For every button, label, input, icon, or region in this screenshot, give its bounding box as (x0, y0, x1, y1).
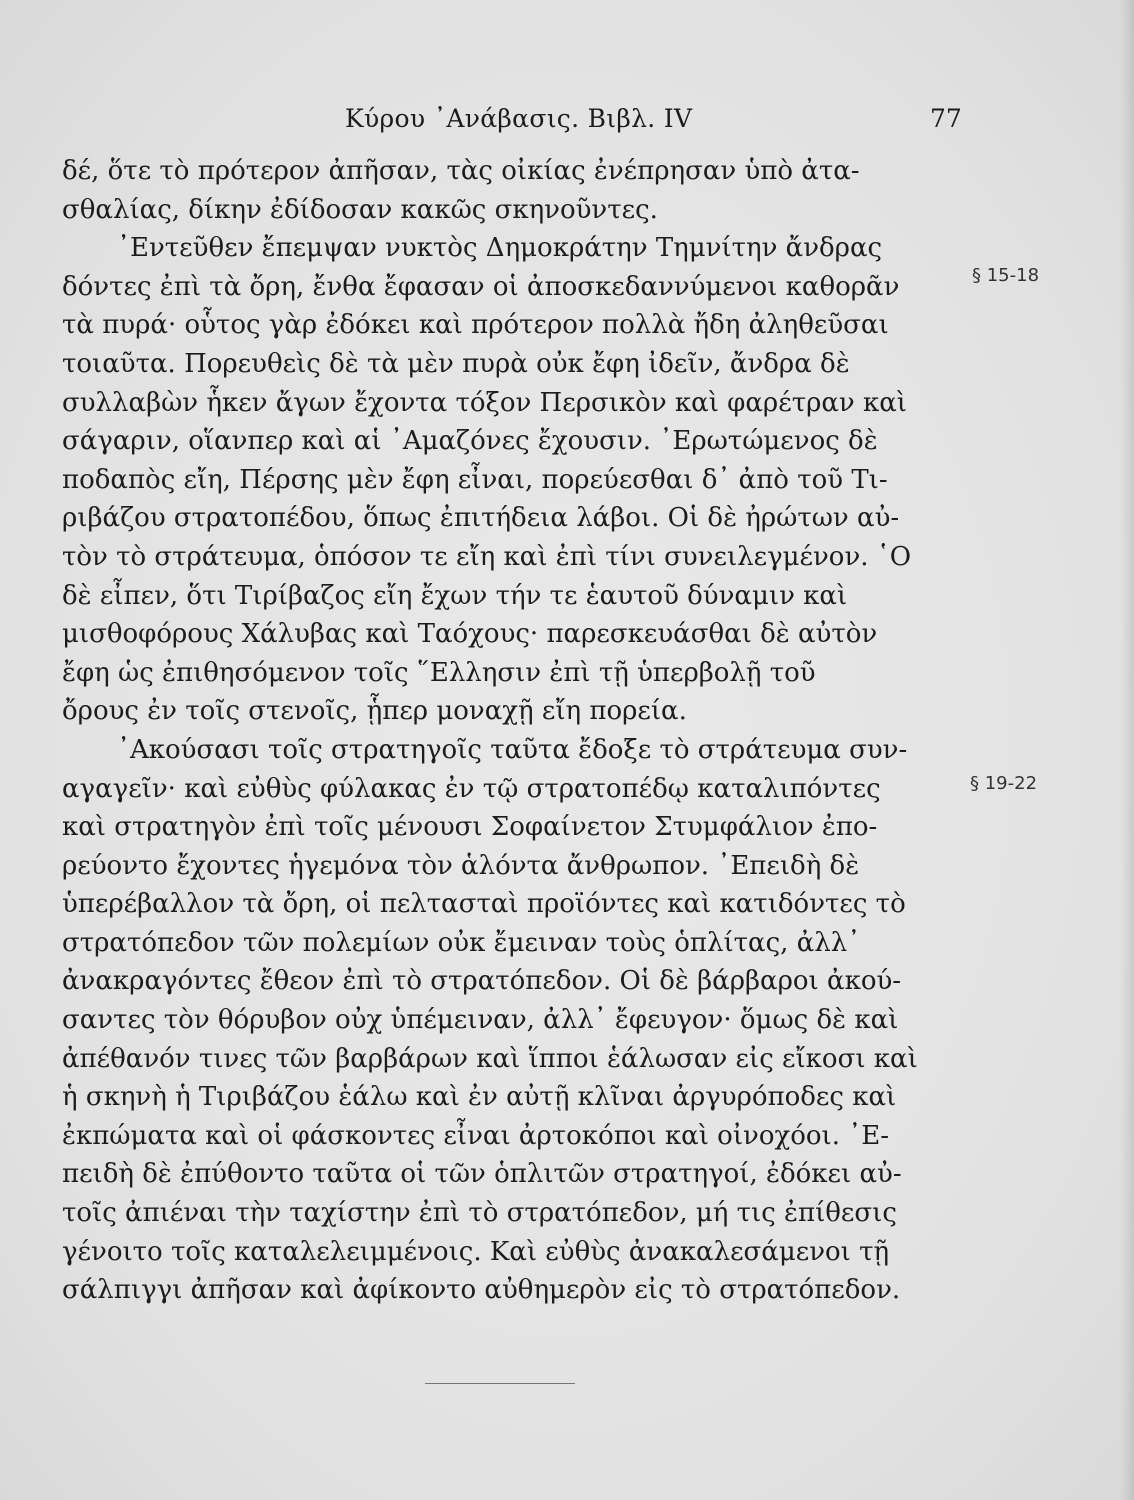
text-line: σθαλίας, δίκην ἐδίδοσαν κακῶς σκηνοῦντες. (62, 194, 658, 225)
text-line: ὑπερέβαλλον τὰ ὄρη, οἱ πελτασταὶ προϊόντες καὶ κατιδόντες τὸ (62, 889, 906, 920)
text-line: ἐκπώματα καὶ οἱ φάσκοντες εἶναι ἀρτοκόποι καὶ οἰνοχόοι. ᾿Ε- (62, 1120, 890, 1151)
text-line: δόντες ἐπὶ τὰ ὄρη, ἔνθα ἔφασαν οἱ ἀποσκεδαννύμενοι καθορᾶν (62, 271, 900, 302)
text-line: γένοιτο τοῖς καταλελειμμένοις. Καὶ εὐθὺς ἀνακαλεσάμενοι τῇ (62, 1236, 890, 1267)
text-line: δὲ εἶπεν, ὅτι Τιρίβαζος εἴη ἔχων τήν τε ἑαυτοῦ δύναμιν καὶ (62, 580, 848, 611)
margin-section-note: § 15-18 (972, 265, 1040, 286)
text-line: αγαγεῖν· καὶ εὐθὺς φύλακας ἐν τῷ στρατοπέδῳ καταλιπόντες (62, 773, 881, 804)
text-line: πειδὴ δὲ ἐπύθοντο ταῦτα οἱ τῶν ὁπλιτῶν στρατηγοί, ἐδόκει αὐ- (62, 1159, 902, 1190)
text-line: δέ, ὅτε τὸ πρότερον ἀπῆσαν, τὰς οἰκίας ἐνέπρησαν ὑπὸ ἀτα- (62, 156, 860, 186)
text-line: τοιαῦτα. Πορευθεὶς δὲ τὰ μὲν πυρὰ οὐκ ἔφη ἰδεῖν, ἄνδρα δὲ (62, 348, 850, 379)
text-line: σάγαριν, οἵανπερ καὶ αἱ ᾿Αμαζόνες ἔχουσιν. ᾿Ερωτώμενος δὲ (62, 426, 878, 457)
text-line: ὄρους ἐν τοῖς στενοῖς, ᾗπερ μοναχῇ εἴη πορεία. (62, 696, 687, 727)
text-line: σάλπιγγι ἀπῆσαν καὶ ἀφίκοντο αὐθημερὸν εἰς τὸ στρατόπεδον. (62, 1275, 901, 1306)
page-number: 77 (930, 104, 962, 133)
running-title: Κύρου ᾿Ανάβασις. Βιβλ. IV (345, 104, 693, 133)
text-line: τὰ πυρά· οὗτος γὰρ ἐδόκει καὶ πρότερον πολλὰ ἤδη ἀληθεῦσαι (62, 310, 889, 341)
paragraph-start-line: ᾿Ακούσασι τοῖς στρατηγοῖς ταῦτα ἔδοξε τὸ στράτευμα συν- (117, 734, 908, 765)
text-line: ἀνακραγόντες ἔθεον ἐπὶ τὸ στρατόπεδον. Οἱ δὲ βάρβαροι ἀκού- (62, 966, 902, 997)
body-text (62, 152, 962, 1310)
text-line: ποδαπὸς εἴη, Πέρσης μὲν ἔφη εἶναι, πορεύεσθαι δ᾿ ἀπὸ τοῦ Τι- (62, 464, 888, 495)
paragraph-start-line: ᾿Εντεῦθεν ἔπεμψαν νυκτὸς Δημοκράτην Τημνίτην ἄνδρας (117, 233, 883, 264)
text-line: ριβάζου στρατοπέδου, ὅπως ἐπιτήδεια λάβοι. Οἱ δὲ ἠρώτων αὐ- (62, 503, 900, 534)
text-line: μισθοφόρους Χάλυβας καὶ Ταόχους· παρεσκευάσθαι δὲ αὐτὸν (62, 619, 878, 650)
text-line: ἀπέθανόν τινες τῶν βαρβάρων καὶ ἵπποι ἑάλωσαν εἰς εἴκοσι καὶ (62, 1043, 918, 1074)
margin-section-note: § 19-22 (970, 773, 1038, 794)
text-line: σαντες τὸν θόρυβον οὐχ ὑπέμειναν, ἀλλ᾿ ἔφευγον· ὅμως δὲ καὶ (62, 1005, 899, 1036)
text-line: στρατόπεδον τῶν πολεμίων οὐκ ἔμειναν τοὺς ὁπλίτας, ἀλλ᾿ (62, 927, 861, 958)
text-line: τὸν τὸ στράτευμα, ὁπόσον τε εἴη καὶ ἐπὶ τίνι συνειλεγμένον. ῾Ο (62, 541, 912, 572)
end-rule (425, 1383, 575, 1384)
text-line: ἔφη ὡς ἐπιθησόμενον τοῖς ῞Ελλησιν ἐπὶ τῇ ὑπερβολῇ τοῦ (62, 657, 816, 688)
page-edge-shadow (1120, 0, 1134, 1500)
text-line: καὶ στρατηγὸν ἐπὶ τοῖς μένουσι Σοφαίνετον Στυμφάλιον ἐπο- (62, 812, 878, 843)
text-line: ρεύοντο ἔχοντες ἡγεμόνα τὸν ἁλόντα ἄνθρωπον. ᾿Επειδὴ δὲ (62, 850, 860, 881)
text-line: συλλαβὼν ἧκεν ἄγων ἔχοντα τόξον Περσικὸν καὶ φαρέτραν καὶ (62, 387, 907, 418)
text-line: τοῖς ἀπιέναι τὴν ταχίστην ἐπὶ τὸ στρατόπεδον, μή τις ἐπίθεσις (62, 1198, 897, 1229)
text-line: ἡ σκηνὴ ἡ Τιριβάζου ἑάλω καὶ ἐν αὐτῇ κλῖναι ἀργυρόποδες καὶ (62, 1082, 897, 1113)
